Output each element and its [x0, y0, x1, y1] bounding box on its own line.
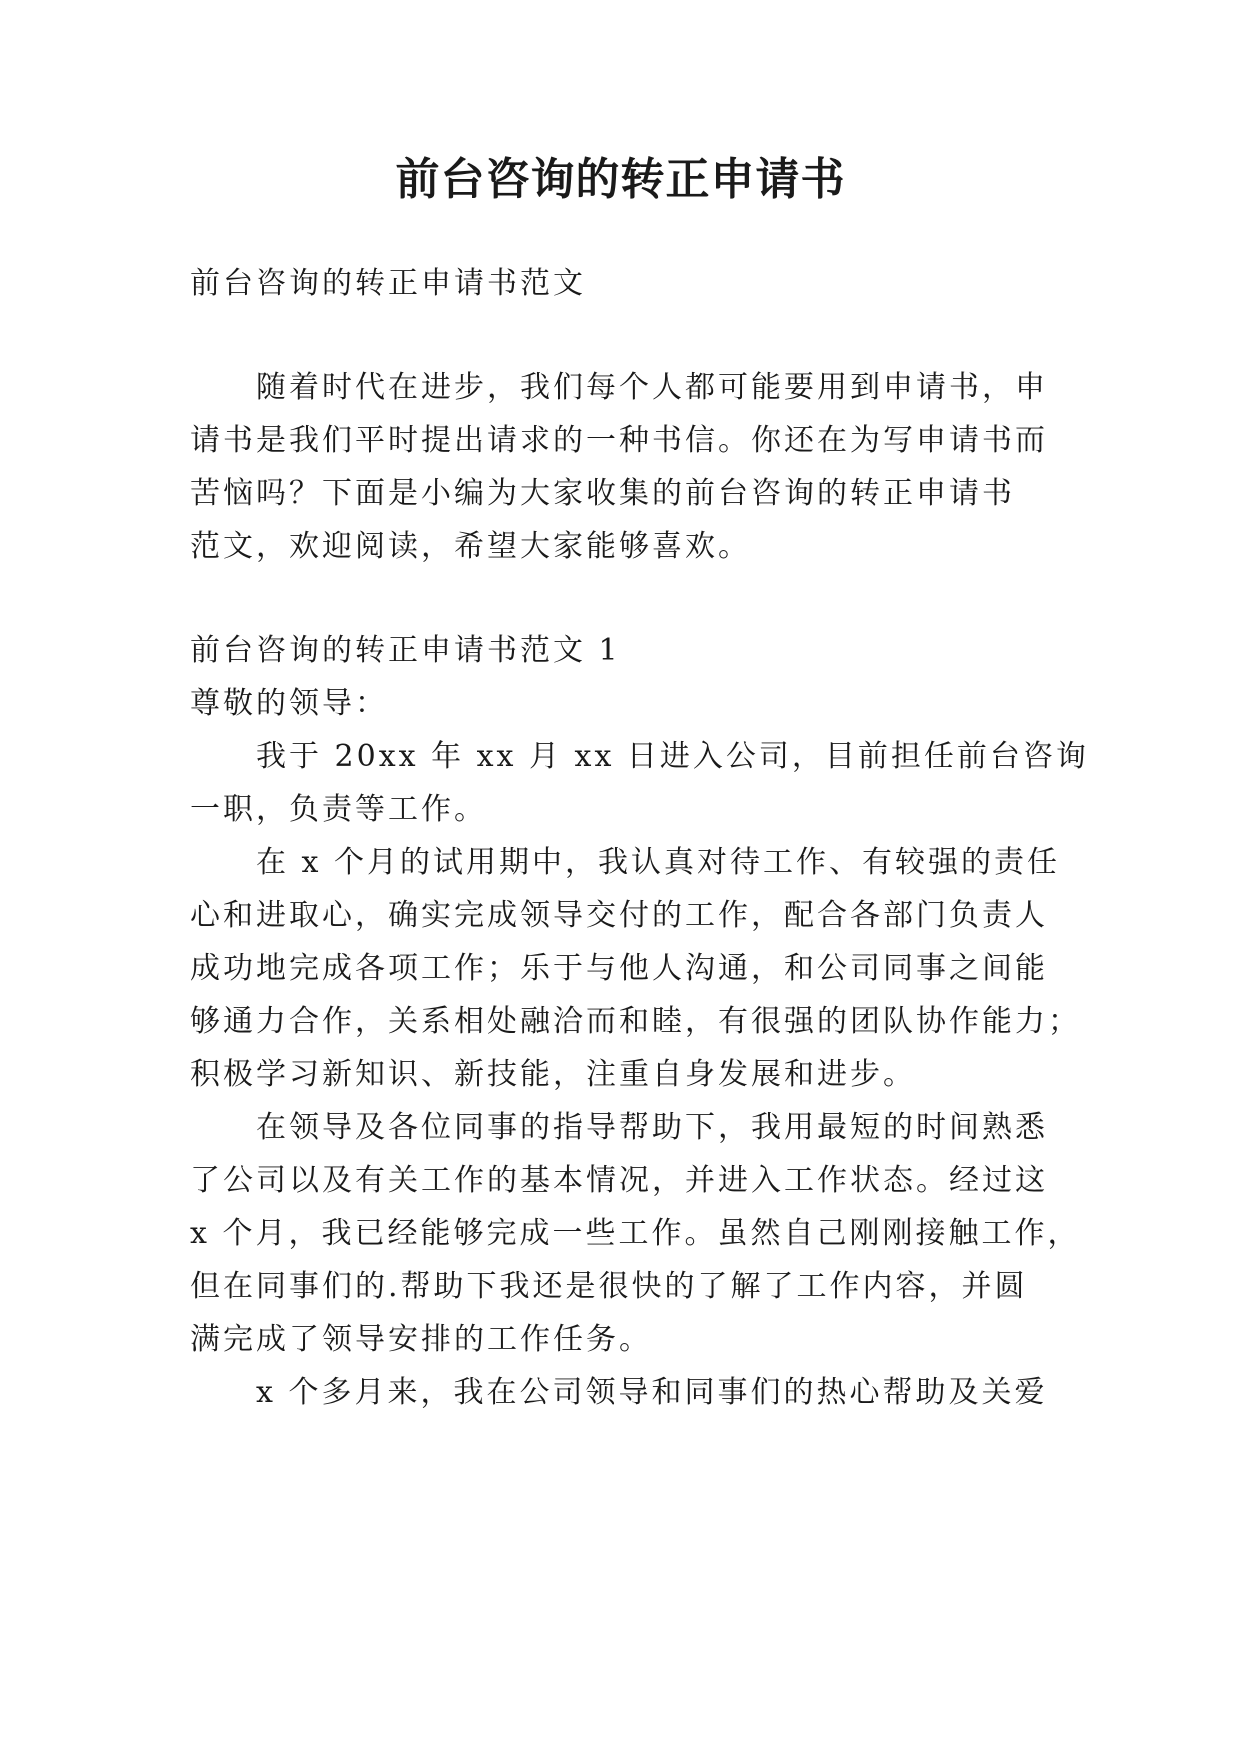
paragraph-line: x 个月，我已经能够完成一些工作。虽然自己刚刚接触工作， [190, 1216, 1081, 1251]
salutation: 尊敬的领导： [190, 686, 388, 721]
paragraph-line: 成功地完成各项工作；乐于与他人沟通，和公司同事之间能 [190, 951, 1048, 986]
paragraph-line: 了公司以及有关工作的基本情况，并进入工作状态。经过这 [190, 1163, 1048, 1198]
intro-line: 范文，欢迎阅读，希望大家能够喜欢。 [190, 529, 751, 564]
paragraph-line: 满完成了领导安排的工作任务。 [190, 1322, 652, 1357]
paragraph-line: 在领导及各位同事的指导帮助下，我用最短的时间熟悉 [256, 1110, 1048, 1145]
intro-line: 随着时代在进步，我们每个人都可能要用到申请书，申 [256, 370, 1048, 405]
section-heading: 前台咨询的转正申请书范文 1 [190, 633, 621, 668]
paragraph-line: 够通力合作，关系相处融洽而和睦，有很强的团队协作能力； [190, 1004, 1081, 1039]
paragraph-line: x 个多月来，我在公司领导和同事们的热心帮助及关爱 [256, 1375, 1048, 1410]
paragraph-line: 心和进取心，确实完成领导交付的工作，配合各部门负责人 [190, 898, 1048, 933]
intro-line: 苦恼吗？下面是小编为大家收集的前台咨询的转正申请书 [190, 476, 1015, 511]
document-title: 前台咨询的转正申请书 [395, 154, 846, 205]
paragraph-line: 但在同事们的.帮助下我还是很快的了解了工作内容，并圆 [190, 1269, 1028, 1304]
paragraph-line: 在 x 个月的试用期中，我认真对待工作、有较强的责任 [256, 845, 1060, 880]
paragraph-line: 我于 20xx 年 xx 月 xx 日进入公司，目前担任前台咨询 [256, 739, 1089, 774]
intro-line: 请书是我们平时提出请求的一种书信。你还在为写申请书而 [190, 423, 1048, 458]
document-subtitle: 前台咨询的转正申请书范文 [190, 266, 586, 301]
paragraph-line: 一职，负责等工作。 [190, 792, 487, 827]
paragraph-line: 积极学习新知识、新技能，注重自身发展和进步。 [190, 1057, 916, 1092]
